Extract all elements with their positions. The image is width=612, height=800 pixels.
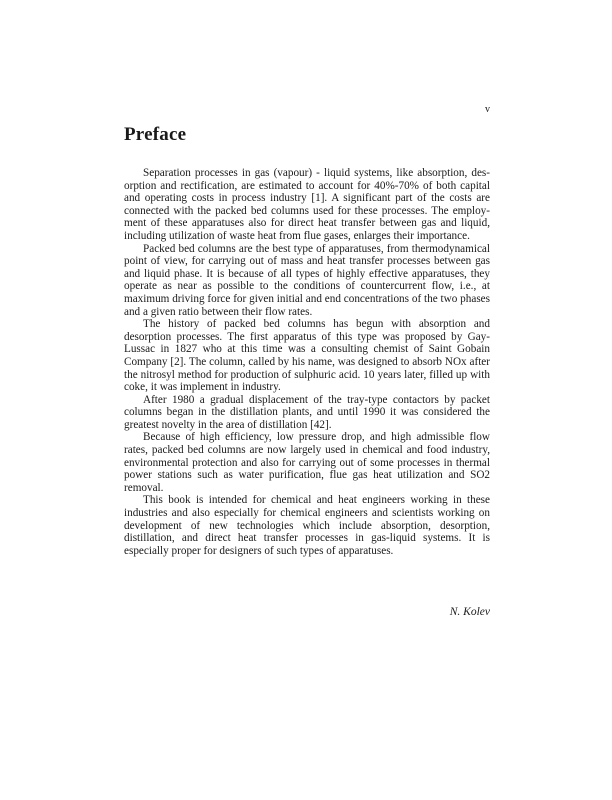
page-title: Preface	[124, 124, 187, 145]
paragraph-4: After 1980 a gradual displacement of the tray-type contactors by packet columns began in the distillation plants, and until 1990 it was considered the greatest novelty in the area of distillation [42].	[124, 393, 490, 431]
preface-body	[124, 167, 490, 557]
paragraph-2: Packed bed columns are the best type of apparatuses, from thermodynamical point of view, for carrying out of mass and heat transfer processes between gas and liquid phase. It is because of all types of highly effective apparatuses, they operate as near as possible to the conditions of countercurrent flow, i.e., at maximum driving force for given initial and end concentrations of the two phases and a given ratio between their flow rates.	[124, 242, 490, 318]
paragraph-1: Separation processes in gas (vapour) - liquid systems, like absorption, desorption and rectification, are estimated to account for 40%-70% of both capital and operating costs in process industry [1]. A significant part of the costs are connected with the packed bed columns used for these processes. The employment of these apparatuses also for direct heat transfer between gas and liquid, including utilization of waste heat from flue gases, enlarges their importance.	[124, 167, 490, 242]
paragraph-5: Because of high efficiency, low pressure drop, and high admissible flow rates, packed bed columns are now largely used in chemical and food industry, environmental protection and also for carrying out of some processes in thermal power stations such as water purification, flue gas heat utilization and SO2 removal.	[124, 431, 490, 494]
paragraph-6: This book is intended for chemical and heat engineers working in these industries and also especially for chemical engineers and scientists working on development of new technologies which include absorption, desorption, distillation, and direct heat transfer processes in gas-liquid systems. It is especially proper for designers of such types of apparatuses.	[124, 494, 490, 557]
author-signature: N. Kolev	[449, 606, 490, 618]
page-number: v	[485, 104, 490, 115]
paragraph-3: The history of packed bed columns has begun with absorption and desorption processes. The first apparatus of this type was proposed by Gay-Lussac in 1827 who at this time was a consulting chemist of Saint Gobain Company [2]. The column, called by his name, was designed to absorb NOx after the nitrosyl method for production of sulphuric acid. 10 years later, filled up with coke, it was implement in industry.	[124, 318, 490, 394]
